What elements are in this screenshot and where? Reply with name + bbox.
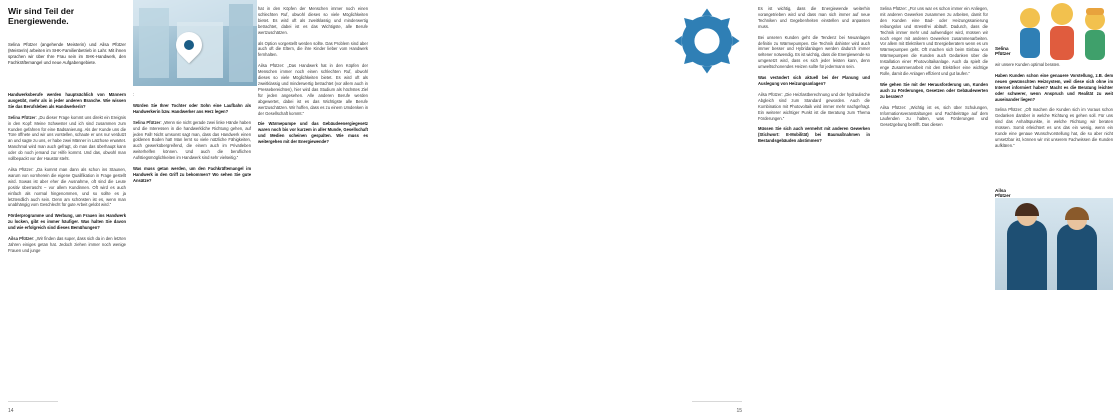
interview-question: Würden Sie Ihrer Tochter oder Sohn eine Laufbahn als Handwerkerin bzw. Handwerker ans Herz legen? (133, 102, 251, 114)
paragraph: Ailsa Pfützer: „Die Heizlastberechnung und der hydraulische Abgleich sind zum Standard geworden. Auch die Kombination mit Photovoltaik wird immer mehr nachgefragt. Ein weiterer wichtiger Punkt ist die Beratung zum Thema Förderungen.“ (758, 91, 870, 121)
paragraph: hat in den Köpfen der Menschen immer noch einen schlechten Ruf, obwohl dieses so viele Möglichkeiten bietet. Es wird oft als zweitklassig und minderwertig betrachtet, dabei ist es das Wichtigste, alle Berufe wertzuschätzen. (258, 6, 368, 35)
text-column-1 (8, 92, 126, 392)
paragraph: Es ist wichtig, dass die Energiewende weiterhin vorangetrieben wird und dass man sich immer auf neue Techniken und Gegebenheiten einstellen und anpassen muss. (758, 6, 870, 29)
paragraph: Bei unseren Kunden geht die Tendenz bei Neuanlagen definitiv zu Wärmepumpen. Die Technik dahinter wird auch immer besser und Hybridanlagen werden dadurch immer seltener notwendig. Es ist wichtig, dass die Energiewende so umgesetzt wird, dass es sich jeder leisten kann, denn umweltschonendes Heizen sollte für jedermann sein. (758, 34, 870, 70)
photo-building-1 (139, 8, 169, 78)
interview-answer: Selina Pfützer: „Du dieser Frage kommt uns direkt ein Ereignis in den Kopf: Meine Schwester und ich sind zusammen zum Kunden gefahren für eine Badsanierung. Als der Kunde uns die Türe öffnete und wir uns vorstellen, schaute er uns nur verdutzt an und sagte zu uns, er habe zwei Männer in Latzhose erwartet. Manchmal wird man auch gefragt, ob man das überhaupt kann oder ob noch jemand zur Hilfe kommt. Und das, obwohl man vollbepackt vor der Haustür steht. (8, 114, 126, 162)
interview-question: Förderprogramme und Werbung, um Frauen ins Handwerk zu locken, gibt es immer häufiger. Was halten Sie davon und wie erfolgreich sind dieses Bemühungen? (8, 213, 126, 231)
interview-question: Handwerksberufe werden hauptsächlich von Männern ausgeübt, mehr als in jeder anderen Branche. Wie wissen Sie das Berufsleben als Handwerkerin? (8, 92, 126, 109)
portrait-photo (995, 198, 1113, 290)
right-page (375, 0, 1113, 420)
paragraph-question: Haben Kunden schon eine genauere Vorstellung, z.B. dem neuen gewünschten Heizsystem, weil diese sich ohne im Internet informiert haben? Macht es die Beratung leichter oder schwerer, wenn Anspruch und Realität zu weit auseinander liegen? (995, 72, 1113, 102)
interview-answer: Selina Pfützer: „Wenn sie nicht gerade zwei linke Hände haben und die Interessen in die handwerkliche Richtung gehen, auf jeden Fall! Nicht umsonst sagt man, dass das Handwerk einen goldenen Boden hat! Man lernt so viele nützliche Fähigkeiten, auch gewerkübergreifend, die einem auch im Privatleben weiterhelfen können. Und auch die beruflichen Aufstiegsmöglichkeiten im Handwerk sind sehr vielseitig.“ (133, 119, 252, 161)
paragraph: Ailsa Pfützer: „Das Handwerk hat in den Köpfen der Menschen immer noch einen schlechten Ruf, obwohl dieses so viele Möglichkeiten bietet. Es wird oft als zweitklassig und minderwertig betrachtet (vor allem auch in Pressebereichten), hier wird das Studium als höchstes Ziel für jeden angesehen. Alle anderen Berufe werden abgewertet, dabei ist es das Wichtigste alle Berufe wertzuschätzen. Wir hoffen, dass es zu einem Umdenken in der Gesellschaft kommt.“ (258, 63, 368, 116)
speaker-name: Selina Pfützer (8, 114, 36, 120)
interview-question: Was muss getan werden, um den Fachkräftemangel im Handwerk in den Griff zu bekommen? Wo sehen Sie gute Ansätze? (133, 166, 251, 183)
text-column-5 (880, 6, 988, 392)
interview-answer: Ailsa Pfützer: „Da kommt man dann als schon ins Staunen, warum von vornherein die eigene Qualifikation in Frage gestellt wird. Sowas ist aber eher die Ausnahme, oft sind die Leute positiv überrascht – vor allem Kundinnen. Oft wird es auch einfach als normal hingenommen, und so sollte es ja letztendlich auch sein. Denn am schönsten ist es, wenn man unabhängig vom Geschlecht für gute Arbeit gelobt wird.“ (8, 166, 126, 208)
answer-text: „Wir finden das super, dass sich da in den letzten Jahren einiges getan hat. Jedoch ziehen immer noch wenige Frauen und junge (8, 236, 126, 253)
gear-icon (670, 4, 744, 78)
interview-answer: : (133, 92, 135, 97)
text-column-2 (133, 92, 251, 392)
answer-text: „Du dieser Frage kommt uns direkt ein Ereignis in den Kopf: Meine Schwester und ich sind zusammen zum Kunden gefahren für eine Badsanierung. Als der Kunde uns die Türe öffnete und wir uns vorstellen, schaute er uns nur verdutzt an und sagte zu uns, er habe zwei Männer in Latzhose erwartet. Manchmal wird man auch gefragt, ob man das überhaupt kann oder ob noch jemand zur Hilfe kommt. Und das, obwohl man vollbepackt vor der Haustür steht. (8, 114, 126, 162)
text-column-6 (995, 62, 1113, 192)
paragraph-question: Die Wärmepumpe und das Gebäudeenergiegesetz waren noch bis vor kurzem in aller Munde, Gesellschaft und Medien scheinen gespalten. Wie muss es weitergehen mit der Energiewende? (258, 121, 368, 145)
paragraph-question: Wie gehen Sie mit der Herausforderung um, Kunden auch zu Förderungen, Gesetzen oder Gebäudewerten zu beraten? (880, 81, 988, 99)
paragraph: Ailsa Pfützer: „Wichtig ist es, sich über Schulungen, Informationsveranstaltungen und Fachbeiträge auf dem Laufenden zu halten, was Förderungen und Gesetzgebung betrifft. Das diesen (880, 104, 988, 128)
folio-rule (8, 401, 58, 402)
speaker-name: Selina Pfützer (133, 119, 161, 125)
answer-text: „Wenn sie nicht gerade zwei linke Hände haben und die Interessen in die handwerkliche Richtung gehen, auf jeden Fall! Nicht umsonst sagt man, dass das Handwerk einen goldenen Boden hat! Man lernt so viele nützliche Fähigkeiten, auch gewerkübergreifend, die einem auch im Privatleben weiterhelfen können. Und auch die beruflichen Aufstiegsmöglichkeiten im Handwerk sind sehr vielseitig.“ (133, 119, 252, 161)
text-column-3 (258, 6, 368, 392)
lead-paragraph: Selina Pfützer (angehende Meisterin) und Ailsa Pfützer (Meisterin) arbeiten im SHK-Familienbetrieb in Lahr. Mit ihnen sprachen wir über Ihre Frau sein im SHK-Handwerk, den Fachkräftemangel und neue Aufgabengebiete. (8, 42, 126, 66)
portrait-person-2 (1057, 224, 1097, 290)
paragraph-question: Was verändert sich aktuell bei der Planung und Auslegung von Heizungsanlagen? (758, 75, 870, 86)
paragraph: als Option vorgestellt werden sollte. Das Problem sind aber auch oft die Eltern, die ihre Kinder lieber vom Handwerk fernhalten. (258, 40, 368, 58)
interview-answer: Ailsa Pfützer: „Wir finden das super, dass sich da in den letzten Jahren einiges getan hat. Jedoch ziehen immer noch wenige Frauen und junge (8, 236, 126, 253)
page-number-right: 15 (736, 408, 742, 414)
people-illustration (1000, 0, 1120, 62)
paragraph: wir unsere Kunden optimal beraten. (995, 62, 1061, 67)
portrait-hair-1 (1015, 203, 1039, 216)
speaker-label-selina: Selina Pfützer (995, 46, 1011, 56)
paragraph: Selina Pfützer: „Für uns war es schon immer ein Anliegen, mit anderen Gewerken zusammen zu arbeiten, damit für den Kunden eine Bad- oder Heizungssanierung reibungslos und stressfrei abläuft. Dadurch, dass die Technik immer mehr und aufwendiger wird, müssen wir noch enger mit anderen Gewerken zusammenarbeiten. Vor allem mit Elektrikern und Energieberatern wenn es um Wärmepumpen geht. Oft machen sich beim Einbau von Wärmepumpen die Kunden auch Gedanken über die Installation einer Photovoltaikanlage. Auch da spielt die enge Zusammenarbeit mit den Elektriker eine wichtige Rolle, damit die Anlagen effizient und gut laufen.“ (880, 6, 988, 76)
photo-building-3 (229, 4, 253, 82)
speaker-label-ailsa: Ailsa Pfützer (995, 188, 1011, 198)
speaker-name: Ailsa Pfützer (8, 236, 34, 242)
portrait-hair-2 (1065, 207, 1089, 220)
folio-rule (692, 401, 742, 402)
text-column-4 (758, 6, 870, 392)
portrait-person-1 (1007, 220, 1047, 290)
paragraph-question: Müssen Sie sich auch vermehrt mit anderen Gewerken (Stichwort: E-Mobilität) bei Baumaßnahmen in Bestandsgebäuden abstimmen? (758, 126, 870, 144)
page-title: Wir sind Teil der Energiewende. (8, 6, 75, 27)
page-number-left: 14 (8, 408, 14, 414)
left-page (0, 0, 375, 420)
paragraph: Selina Pfützer: „Oft machen die Kunden sich im Voraus schon Gedanken darüber in welche Richtung es gehen soll. Für uns sind das Anhaltspunkte, in welche Richtung wir beraten müssen. Somit erleichtert es uns das ein wenig, wenn ein Kunde eine genaue Wunschvorstellung hat, die so aber nicht umsetzbar ist, können wir mit unserem Fachwissen die Kunden aufklären.“ (995, 107, 1113, 148)
